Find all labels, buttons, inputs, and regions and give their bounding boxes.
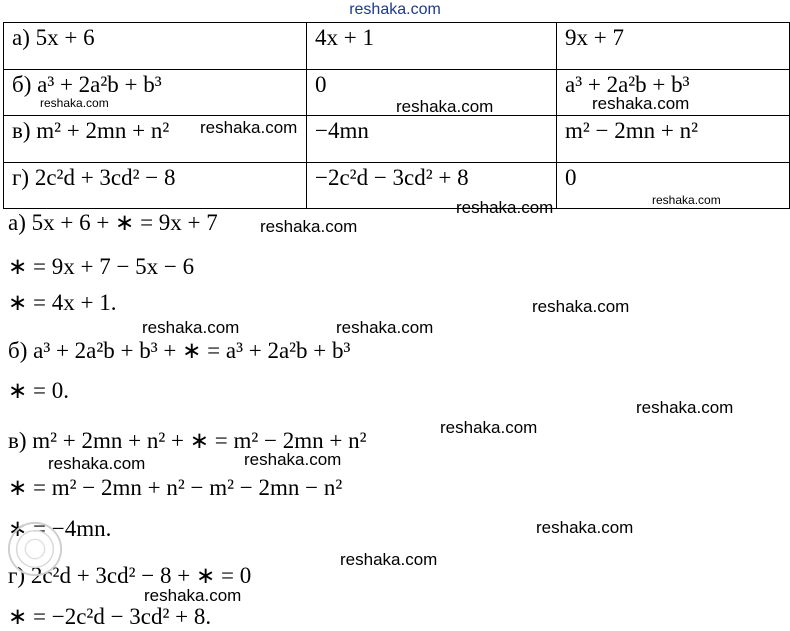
watermark: reshaka.com xyxy=(144,586,242,605)
table-cell: −2c²d − 3cd² + 8 xyxy=(307,162,557,209)
watermark: reshaka.com xyxy=(40,96,109,110)
top-watermark: reshaka.com xyxy=(349,1,441,18)
table-cell: −4mn xyxy=(307,116,557,163)
watermark: reshaka.com xyxy=(636,398,734,417)
table-row xyxy=(4,23,790,70)
watermark: reshaka.com xyxy=(48,454,146,473)
watermark: reshaka.com xyxy=(536,518,634,537)
solution-line: ∗ = 9x + 7 − 5x − 6 xyxy=(8,254,195,279)
solution-line: ∗ = −4mn. xyxy=(8,516,112,541)
watermark: reshaka.com xyxy=(456,198,554,217)
table-cell: б) a³ + 2a²b + b³ xyxy=(4,69,307,116)
watermark: reshaka.com xyxy=(340,550,438,569)
solution-line: г) 2c²d + 3cd² − 8 + ∗ = 0 xyxy=(8,563,252,588)
watermark: reshaka.com xyxy=(396,97,494,116)
table-cell: 9x + 7 xyxy=(557,23,790,70)
watermark: reshaka.com xyxy=(440,418,538,437)
table-cell: г) 2c²d + 3cd² − 8 xyxy=(4,162,307,209)
watermark: reshaka.com xyxy=(652,193,721,207)
table-cell: 0 xyxy=(557,162,790,209)
solution-line: ∗ = −2c²d − 3cd² + 8. xyxy=(8,604,212,629)
watermark: reshaka.com xyxy=(532,297,630,316)
solution-line: ∗ = m² − 2mn + n² − m² − 2mn − n² xyxy=(8,475,343,500)
table-cell: m² − 2mn + n² xyxy=(557,116,790,163)
watermark: reshaka.com xyxy=(260,217,358,236)
solution-line: б) a³ + 2a²b + b³ + ∗ = a³ + 2a²b + b³ xyxy=(8,338,351,363)
solution-line: ∗ = 4x + 1. xyxy=(8,290,117,315)
solution-line: ∗ = 0. xyxy=(8,378,69,403)
watermark: reshaka.com xyxy=(244,450,342,469)
table-cell: в) m² + 2mn + n² xyxy=(4,116,307,163)
table-row xyxy=(4,116,790,163)
table-cell: 0 xyxy=(307,69,557,116)
table-cell: 4x + 1 xyxy=(307,23,557,70)
watermark: reshaka.com xyxy=(200,118,298,137)
solution-line: а) 5x + 6 + ∗ = 9x + 7 xyxy=(8,210,218,235)
table-cell: а) 5x + 6 xyxy=(4,23,307,70)
watermark: reshaka.com xyxy=(592,94,690,113)
table-cell: a³ + 2a²b + b³ xyxy=(557,69,790,116)
watermark: reshaka.com xyxy=(336,318,434,337)
circular-stamp-watermark xyxy=(6,520,64,578)
watermark: reshaka.com xyxy=(142,318,240,337)
solution-line: в) m² + 2mn + n² + ∗ = m² − 2mn + n² xyxy=(8,428,367,453)
